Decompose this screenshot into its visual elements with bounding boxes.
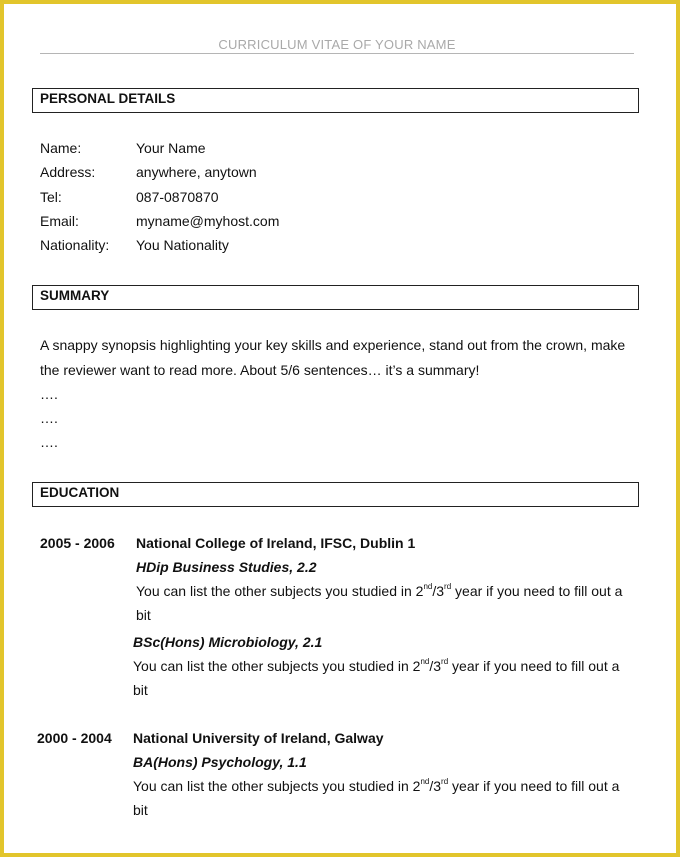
detail-value: myname@myhost.com (136, 213, 280, 229)
education-institution: National College of Ireland, IFSC, Dublin 1 (136, 535, 416, 551)
degree-description: You can list the other subjects you studied in 2nd/3rd year if you need to fill out a bit (136, 582, 623, 623)
detail-label: Name: (40, 140, 82, 156)
detail-value: Your Name (136, 140, 206, 156)
summary-dots-2: …. (40, 410, 58, 426)
detail-label: Email: (40, 213, 79, 229)
detail-label: Tel: (40, 189, 62, 205)
education-years: 2000 - 2004 (37, 730, 112, 746)
detail-label: Address: (40, 164, 96, 180)
summary-line-2: the reviewer want to read more. About 5/6 sentences… it’s a summary! (40, 362, 480, 378)
degree-description: You can list the other subjects you studied in 2nd/3rd year if you need to fill out a bit (133, 657, 620, 698)
title-underline (40, 53, 634, 54)
section-personal-details: PERSONAL DETAILS (32, 88, 639, 113)
education-institution: National University of Ireland, Galway (133, 730, 384, 746)
summary-dots-3: …. (40, 434, 58, 450)
summary-dots-1: …. (40, 386, 58, 402)
degree-title: HDip Business Studies, 2.2 (136, 559, 317, 575)
detail-value: You Nationality (136, 237, 229, 253)
detail-label: Nationality: (40, 237, 110, 253)
document-title: CURRICULUM VITAE OF YOUR NAME (218, 37, 456, 52)
detail-value: anywhere, anytown (136, 164, 257, 180)
section-education: EDUCATION (32, 482, 639, 507)
degree-title: BSc(Hons) Microbiology, 2.1 (133, 634, 323, 650)
degree-title: BA(Hons) Psychology, 1.1 (133, 754, 307, 770)
detail-value: 087-0870870 (136, 189, 219, 205)
degree-description: You can list the other subjects you studied in 2nd/3rd year if you need to fill out a bit (133, 777, 620, 818)
education-years: 2005 - 2006 (40, 535, 115, 551)
section-summary: SUMMARY (32, 285, 639, 310)
summary-line-1: A snappy synopsis highlighting your key skills and experience, stand out from the crown, make (40, 337, 626, 353)
